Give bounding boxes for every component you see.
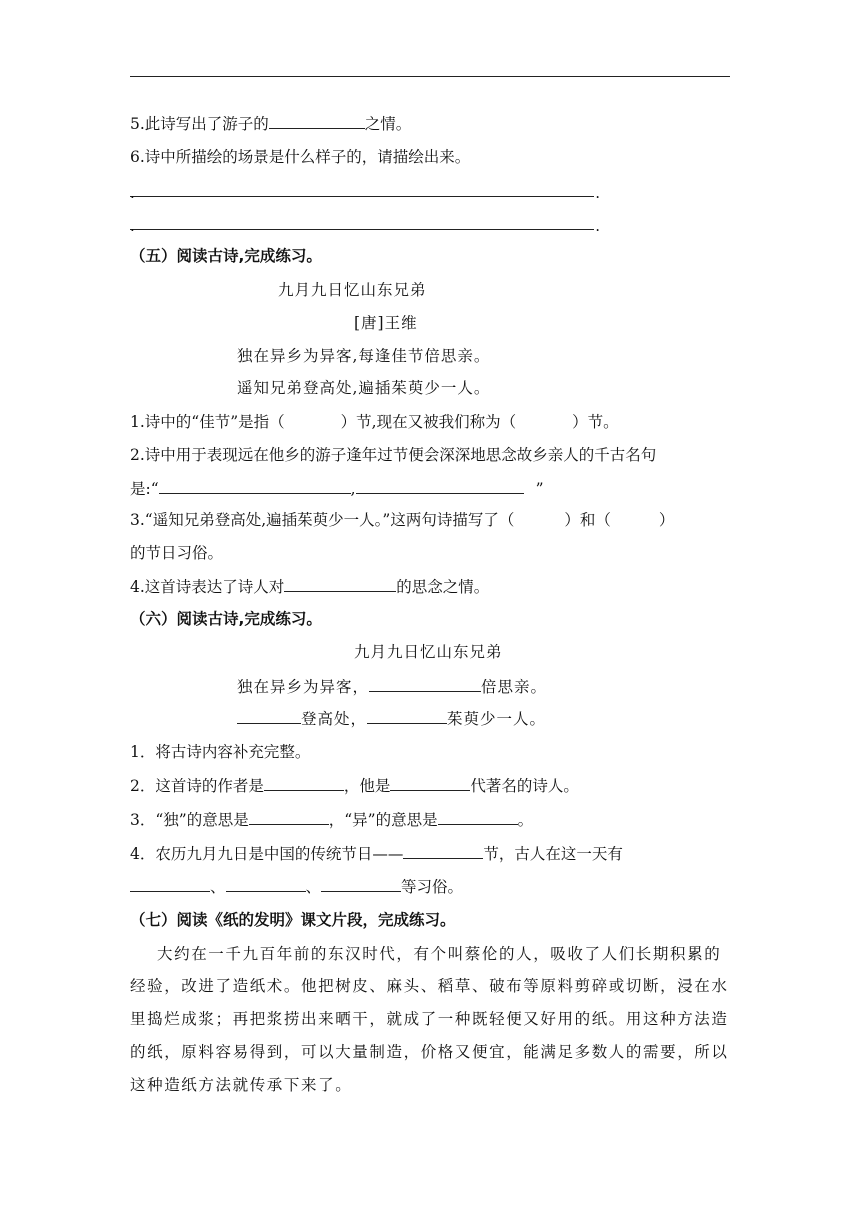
question-6-3: 3．“独”的意思是 ，“异”的意思是 。 bbox=[130, 811, 534, 829]
answer-line-2[interactable]: . . bbox=[130, 217, 600, 235]
answer-blank[interactable] bbox=[367, 708, 447, 724]
poem-fill-line-1: 独在异乡为异客， 倍思亲。 bbox=[237, 678, 548, 696]
answer-blank[interactable] bbox=[226, 876, 306, 892]
answer-blank[interactable] bbox=[369, 676, 481, 692]
question-6-2: 2．这首诗的作者是 ，他是 代著名的诗人。 bbox=[130, 777, 579, 795]
question-4-6: 6.诗中所描绘的场景是什么样子的，请描绘出来。 bbox=[130, 148, 471, 166]
answer-blank[interactable] bbox=[438, 809, 518, 825]
answer-blank[interactable] bbox=[249, 809, 329, 825]
poem-author: [唐]王维 bbox=[354, 314, 418, 332]
poem-fill-line-2: 登高处， 茱萸少一人。 bbox=[237, 708, 546, 729]
answer-blank[interactable] bbox=[284, 576, 396, 592]
question-5-4: 4.这首诗表达了诗人对 的思念之情。 bbox=[130, 578, 490, 596]
question-6-4: 4．农历九月九日是中国的传统节日—— 节，古人在这一天有 bbox=[130, 845, 623, 863]
answer-blank[interactable] bbox=[403, 843, 483, 859]
paragraph-line-5: 这种造纸方法就传承下来了。 bbox=[130, 1076, 353, 1094]
poem-line-1: 独在异乡为异客,每逢佳节倍思亲。 bbox=[237, 347, 491, 365]
section-7-heading: （七）阅读《纸的发明》课文片段，完成练习。 bbox=[130, 911, 456, 929]
question-6-4-cont: 、 、 等习俗。 bbox=[130, 876, 463, 897]
answer-blank[interactable] bbox=[264, 775, 344, 791]
question-5-2: 2.诗中用于表现远在他乡的游子逢年过节便会深深地思念故乡亲人的千古名句 bbox=[130, 446, 657, 464]
header-rule bbox=[130, 76, 730, 77]
answer-blank[interactable] bbox=[237, 708, 301, 724]
paragraph-line-1: 大约在一千九百年前的东汉时代，有个叫蔡伦的人，吸收了人们长期积累的 bbox=[157, 945, 722, 963]
answer-blank[interactable] bbox=[159, 478, 351, 494]
question-5-3-cont: 的节日习俗。 bbox=[130, 544, 224, 562]
answer-blank[interactable] bbox=[321, 876, 401, 892]
paragraph-line-2: 经验，改进了造纸术。他把树皮、麻头、稻草、破布等原料剪碎或切断，浸在水 bbox=[130, 977, 729, 995]
answer-line-1[interactable]: . . bbox=[130, 184, 600, 202]
answer-blank[interactable] bbox=[356, 478, 524, 494]
answer-blank[interactable] bbox=[390, 775, 470, 791]
poem-line-2: 遥知兄弟登高处,遍插茱萸少一人。 bbox=[237, 379, 491, 397]
poem-title-2: 九月九日忆山东兄弟 bbox=[354, 643, 503, 661]
paragraph-line-4: 的纸，原料容易得到，可以大量制造，价格又便宜，能满足多数人的需要，所以 bbox=[130, 1043, 729, 1061]
section-6-heading: （六）阅读古诗,完成练习。 bbox=[130, 610, 322, 628]
paragraph-line-3: 里捣烂成浆；再把浆捞出来晒干，就成了一种既轻便又好用的纸。用这种方法造 bbox=[130, 1010, 729, 1028]
answer-blank[interactable] bbox=[130, 876, 210, 892]
answer-blank[interactable] bbox=[269, 113, 365, 129]
question-5-3: 3.“遥知兄弟登高处,遍插茱萸少一人。”这两句诗描写了（ ）和（ ） bbox=[130, 511, 675, 529]
question-4-5: 5.此诗写出了游子的 之情。 bbox=[130, 115, 412, 133]
question-5-1: 1.诗中的“佳节”是指（ ）节,现在又被我们称为（ ）节。 bbox=[130, 413, 619, 431]
question-6-1: 1．将古诗内容补充完整。 bbox=[130, 743, 311, 761]
poem-title: 九月九日忆山东兄弟 bbox=[278, 281, 427, 299]
section-5-heading: （五）阅读古诗,完成练习。 bbox=[130, 247, 322, 265]
question-5-2-blanks: 是:“ , ” bbox=[130, 480, 544, 498]
